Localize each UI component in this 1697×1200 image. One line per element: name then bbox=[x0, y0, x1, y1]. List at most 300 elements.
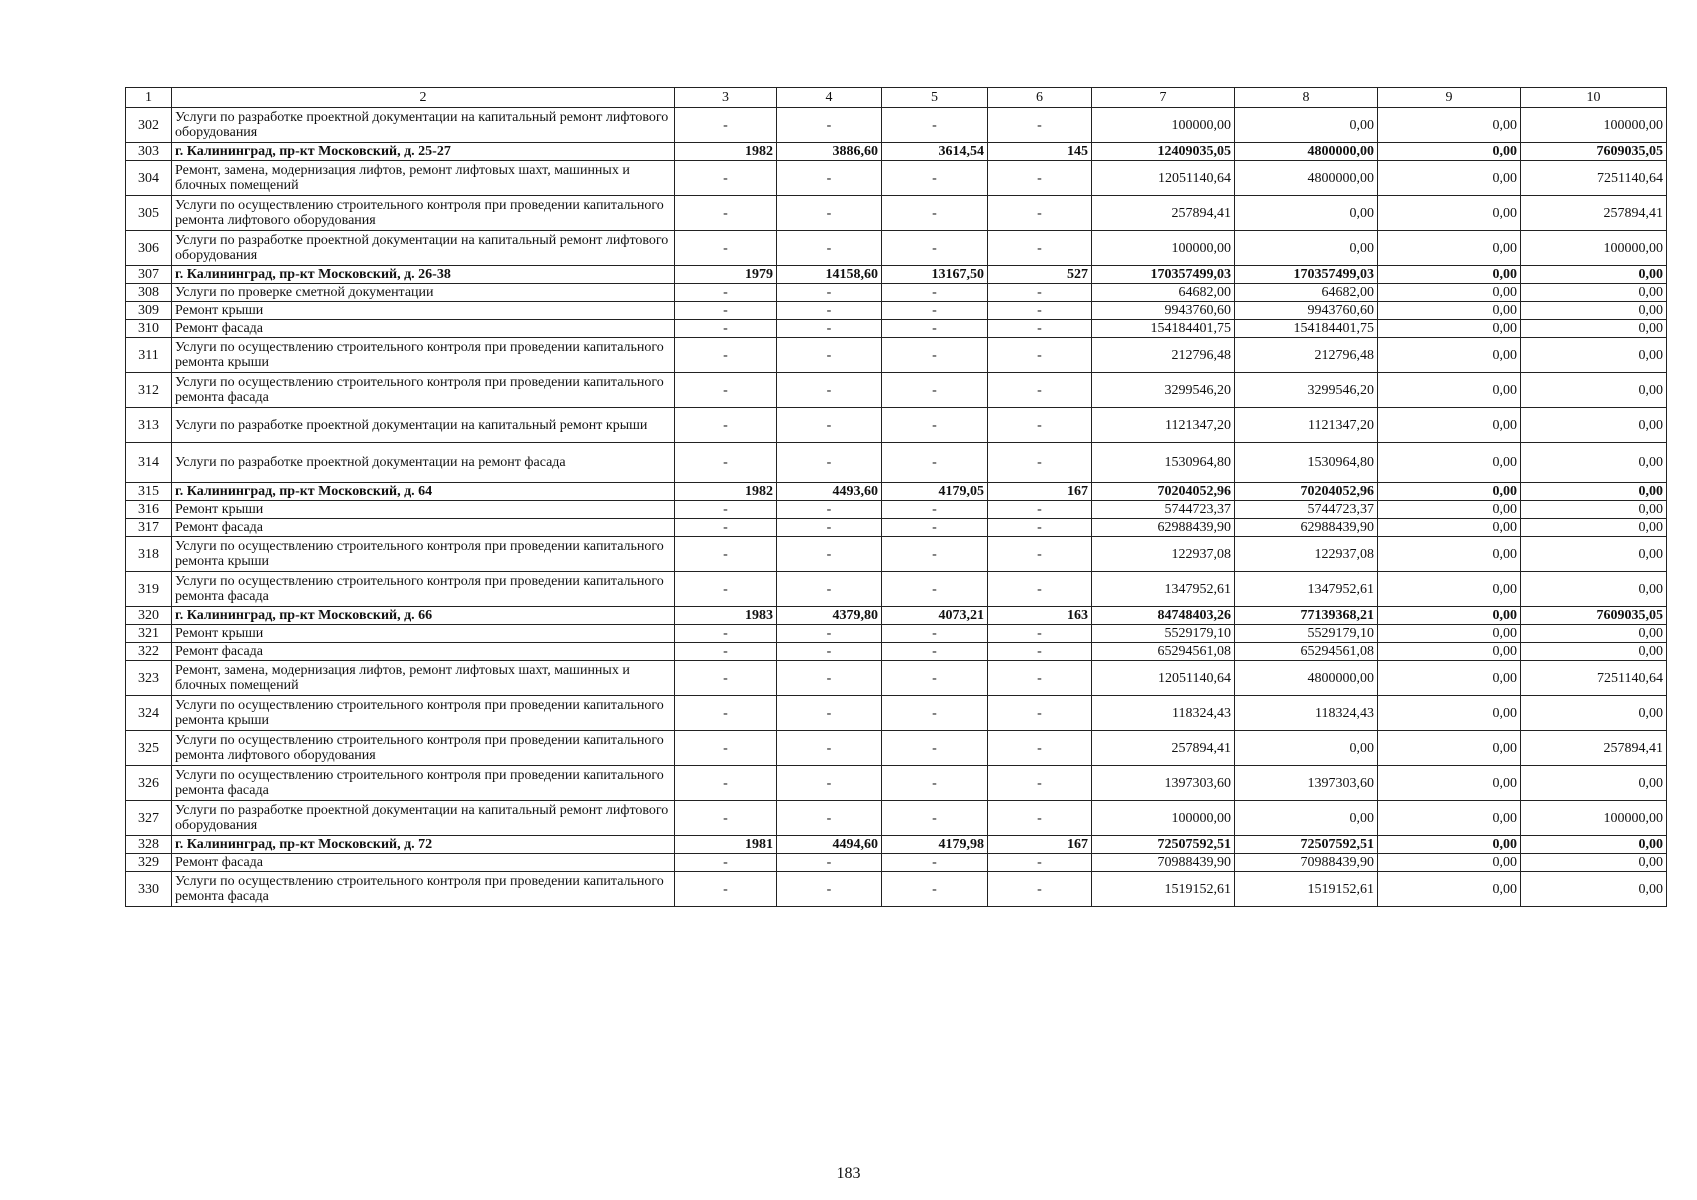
cell-col-7: 9943760,60 bbox=[1092, 302, 1235, 320]
cell-col-5: - bbox=[882, 302, 988, 320]
cell-col-7: 65294561,08 bbox=[1092, 643, 1235, 661]
table-row bbox=[126, 643, 1667, 661]
row-number: 309 bbox=[126, 302, 172, 320]
cell-col-9: 0,00 bbox=[1378, 302, 1521, 320]
table-row bbox=[126, 766, 1667, 801]
row-description: Услуги по разработке проектной документации на капитальный ремонт лифтового оборудования bbox=[172, 108, 675, 143]
row-number: 322 bbox=[126, 643, 172, 661]
cell-col-7: 1530964,80 bbox=[1092, 443, 1235, 483]
cell-col-5: 4179,05 bbox=[882, 483, 988, 501]
cell-col-3: - bbox=[675, 572, 777, 607]
cell-col-4: 4493,60 bbox=[777, 483, 882, 501]
row-number: 318 bbox=[126, 537, 172, 572]
cell-col-10: 0,00 bbox=[1521, 625, 1667, 643]
cell-col-7: 64682,00 bbox=[1092, 284, 1235, 302]
row-description: г. Калининград, пр-кт Московский, д. 72 bbox=[172, 836, 675, 854]
column-header: 7 bbox=[1092, 88, 1235, 108]
cell-col-6: - bbox=[988, 537, 1092, 572]
cell-col-3: - bbox=[675, 408, 777, 443]
cell-col-5: - bbox=[882, 196, 988, 231]
cell-col-9: 0,00 bbox=[1378, 854, 1521, 872]
cell-col-5: - bbox=[882, 731, 988, 766]
cell-col-6: - bbox=[988, 231, 1092, 266]
cell-col-6: - bbox=[988, 108, 1092, 143]
cell-col-4: 14158,60 bbox=[777, 266, 882, 284]
cell-col-5: - bbox=[882, 872, 988, 907]
cell-col-6: - bbox=[988, 302, 1092, 320]
cell-col-7: 1519152,61 bbox=[1092, 872, 1235, 907]
cell-col-5: - bbox=[882, 519, 988, 537]
row-description: Услуги по разработке проектной документации на капитальный ремонт лифтового оборудования bbox=[172, 231, 675, 266]
row-number: 321 bbox=[126, 625, 172, 643]
cell-col-9: 0,00 bbox=[1378, 519, 1521, 537]
cell-col-10: 0,00 bbox=[1521, 696, 1667, 731]
cell-col-10: 100000,00 bbox=[1521, 231, 1667, 266]
cell-col-10: 0,00 bbox=[1521, 519, 1667, 537]
cell-col-9: 0,00 bbox=[1378, 872, 1521, 907]
cell-col-8: 0,00 bbox=[1235, 108, 1378, 143]
row-description: Ремонт фасада bbox=[172, 854, 675, 872]
cell-col-6: - bbox=[988, 854, 1092, 872]
row-description: Услуги по осуществлению строительного контроля при проведении капитального ремонта фасада bbox=[172, 766, 675, 801]
table-row bbox=[126, 519, 1667, 537]
cell-col-10: 0,00 bbox=[1521, 338, 1667, 373]
cell-col-3: - bbox=[675, 519, 777, 537]
row-number: 320 bbox=[126, 607, 172, 625]
cell-col-4: - bbox=[777, 643, 882, 661]
cell-col-10: 0,00 bbox=[1521, 501, 1667, 519]
cell-col-8: 170357499,03 bbox=[1235, 266, 1378, 284]
cell-col-8: 64682,00 bbox=[1235, 284, 1378, 302]
address-row bbox=[126, 483, 1667, 501]
cell-col-6: - bbox=[988, 284, 1092, 302]
cell-col-9: 0,00 bbox=[1378, 661, 1521, 696]
cell-col-4: - bbox=[777, 338, 882, 373]
cell-col-4: 4494,60 bbox=[777, 836, 882, 854]
cell-col-5: - bbox=[882, 231, 988, 266]
cell-col-6: - bbox=[988, 731, 1092, 766]
cell-col-10: 0,00 bbox=[1521, 284, 1667, 302]
cell-col-6: - bbox=[988, 519, 1092, 537]
cell-col-8: 4800000,00 bbox=[1235, 661, 1378, 696]
cell-col-5: - bbox=[882, 572, 988, 607]
row-description: Услуги по осуществлению строительного контроля при проведении капитального ремонта крыши bbox=[172, 338, 675, 373]
cell-col-9: 0,00 bbox=[1378, 338, 1521, 373]
cell-col-5: - bbox=[882, 284, 988, 302]
cell-col-4: - bbox=[777, 625, 882, 643]
column-header: 1 bbox=[126, 88, 172, 108]
table-row bbox=[126, 408, 1667, 443]
cell-col-10: 100000,00 bbox=[1521, 108, 1667, 143]
cell-col-9: 0,00 bbox=[1378, 607, 1521, 625]
cell-col-7: 70988439,90 bbox=[1092, 854, 1235, 872]
cell-col-10: 0,00 bbox=[1521, 854, 1667, 872]
cell-col-6: - bbox=[988, 801, 1092, 836]
cell-col-8: 77139368,21 bbox=[1235, 607, 1378, 625]
cell-col-9: 0,00 bbox=[1378, 572, 1521, 607]
cell-col-7: 12051140,64 bbox=[1092, 161, 1235, 196]
cell-col-7: 100000,00 bbox=[1092, 801, 1235, 836]
row-number: 303 bbox=[126, 143, 172, 161]
cell-col-7: 212796,48 bbox=[1092, 338, 1235, 373]
cell-col-8: 1121347,20 bbox=[1235, 408, 1378, 443]
cell-col-8: 0,00 bbox=[1235, 231, 1378, 266]
table-row bbox=[126, 696, 1667, 731]
cell-col-6: 145 bbox=[988, 143, 1092, 161]
cell-col-8: 70988439,90 bbox=[1235, 854, 1378, 872]
row-number: 324 bbox=[126, 696, 172, 731]
cell-col-10: 0,00 bbox=[1521, 766, 1667, 801]
cell-col-9: 0,00 bbox=[1378, 266, 1521, 284]
cell-col-4: - bbox=[777, 320, 882, 338]
cell-col-4: - bbox=[777, 373, 882, 408]
cell-col-5: - bbox=[882, 766, 988, 801]
cell-col-6: - bbox=[988, 373, 1092, 408]
column-header: 6 bbox=[988, 88, 1092, 108]
row-number: 313 bbox=[126, 408, 172, 443]
cell-col-10: 7251140,64 bbox=[1521, 661, 1667, 696]
table-row bbox=[126, 338, 1667, 373]
cell-col-9: 0,00 bbox=[1378, 537, 1521, 572]
row-description: Услуги по осуществлению строительного контроля при проведении капитального ремонта крыши bbox=[172, 537, 675, 572]
cell-col-7: 72507592,51 bbox=[1092, 836, 1235, 854]
cell-col-4: - bbox=[777, 572, 882, 607]
cell-col-6: 167 bbox=[988, 836, 1092, 854]
cell-col-5: - bbox=[882, 501, 988, 519]
cell-col-9: 0,00 bbox=[1378, 443, 1521, 483]
table-row bbox=[126, 108, 1667, 143]
cell-col-3: - bbox=[675, 196, 777, 231]
cell-col-9: 0,00 bbox=[1378, 766, 1521, 801]
cell-col-6: - bbox=[988, 501, 1092, 519]
column-header: 5 bbox=[882, 88, 988, 108]
row-description: Услуги по осуществлению строительного контроля при проведении капитального ремонта лифтового оборудования bbox=[172, 731, 675, 766]
cell-col-8: 65294561,08 bbox=[1235, 643, 1378, 661]
cell-col-5: - bbox=[882, 161, 988, 196]
row-description: Услуги по осуществлению строительного контроля при проведении капитального ремонта лифтового оборудования bbox=[172, 196, 675, 231]
cell-col-10: 0,00 bbox=[1521, 572, 1667, 607]
cell-col-7: 154184401,75 bbox=[1092, 320, 1235, 338]
cell-col-4: - bbox=[777, 501, 882, 519]
table-row bbox=[126, 625, 1667, 643]
cell-col-4: - bbox=[777, 661, 882, 696]
row-description: г. Калининград, пр-кт Московский, д. 26-38 bbox=[172, 266, 675, 284]
column-header: 2 bbox=[172, 88, 675, 108]
row-description: Ремонт, замена, модернизация лифтов, ремонт лифтовых шахт, машинных и блочных помещений bbox=[172, 161, 675, 196]
cell-col-8: 1519152,61 bbox=[1235, 872, 1378, 907]
cell-col-5: - bbox=[882, 643, 988, 661]
address-row bbox=[126, 607, 1667, 625]
row-number: 323 bbox=[126, 661, 172, 696]
cell-col-9: 0,00 bbox=[1378, 408, 1521, 443]
cell-col-7: 5529179,10 bbox=[1092, 625, 1235, 643]
row-description: Ремонт крыши bbox=[172, 625, 675, 643]
cell-col-7: 62988439,90 bbox=[1092, 519, 1235, 537]
column-number-row bbox=[126, 88, 1667, 108]
cell-col-8: 1397303,60 bbox=[1235, 766, 1378, 801]
cell-col-4: - bbox=[777, 801, 882, 836]
cell-col-7: 122937,08 bbox=[1092, 537, 1235, 572]
row-number: 315 bbox=[126, 483, 172, 501]
cell-col-7: 170357499,03 bbox=[1092, 266, 1235, 284]
cell-col-6: - bbox=[988, 338, 1092, 373]
cell-col-7: 257894,41 bbox=[1092, 196, 1235, 231]
cell-col-7: 84748403,26 bbox=[1092, 607, 1235, 625]
row-description: г. Калининград, пр-кт Московский, д. 64 bbox=[172, 483, 675, 501]
table-row bbox=[126, 537, 1667, 572]
cell-col-3: - bbox=[675, 284, 777, 302]
cell-col-8: 5529179,10 bbox=[1235, 625, 1378, 643]
row-description: Ремонт фасада bbox=[172, 643, 675, 661]
cell-col-3: - bbox=[675, 766, 777, 801]
table-row bbox=[126, 284, 1667, 302]
cell-col-9: 0,00 bbox=[1378, 801, 1521, 836]
cell-col-6: - bbox=[988, 766, 1092, 801]
cell-col-8: 4800000,00 bbox=[1235, 143, 1378, 161]
cell-col-3: - bbox=[675, 872, 777, 907]
cell-col-4: - bbox=[777, 108, 882, 143]
table-row bbox=[126, 231, 1667, 266]
cell-col-3: 1981 bbox=[675, 836, 777, 854]
cell-col-5: - bbox=[882, 443, 988, 483]
cell-col-3: - bbox=[675, 731, 777, 766]
cell-col-3: - bbox=[675, 854, 777, 872]
cell-col-3: - bbox=[675, 320, 777, 338]
cell-col-10: 7609035,05 bbox=[1521, 607, 1667, 625]
row-description: Услуги по осуществлению строительного контроля при проведении капитального ремонта крыши bbox=[172, 696, 675, 731]
cell-col-7: 3299546,20 bbox=[1092, 373, 1235, 408]
cell-col-3: - bbox=[675, 231, 777, 266]
cell-col-6: - bbox=[988, 696, 1092, 731]
cell-col-4: 3886,60 bbox=[777, 143, 882, 161]
cell-col-9: 0,00 bbox=[1378, 373, 1521, 408]
table-row bbox=[126, 572, 1667, 607]
row-description: Услуги по осуществлению строительного контроля при проведении капитального ремонта фасада bbox=[172, 572, 675, 607]
cell-col-10: 0,00 bbox=[1521, 483, 1667, 501]
row-description: Услуги по осуществлению строительного контроля при проведении капитального ремонта фасада bbox=[172, 872, 675, 907]
row-description: г. Калининград, пр-кт Московский, д. 25-27 bbox=[172, 143, 675, 161]
cell-col-6: - bbox=[988, 872, 1092, 907]
cell-col-4: - bbox=[777, 731, 882, 766]
cell-col-5: - bbox=[882, 338, 988, 373]
address-row bbox=[126, 836, 1667, 854]
cell-col-8: 1530964,80 bbox=[1235, 443, 1378, 483]
cell-col-7: 12409035,05 bbox=[1092, 143, 1235, 161]
row-number: 306 bbox=[126, 231, 172, 266]
column-header: 3 bbox=[675, 88, 777, 108]
cell-col-5: - bbox=[882, 408, 988, 443]
row-description: Услуги по осуществлению строительного контроля при проведении капитального ремонта фасада bbox=[172, 373, 675, 408]
cell-col-9: 0,00 bbox=[1378, 836, 1521, 854]
cell-col-3: 1979 bbox=[675, 266, 777, 284]
cell-col-9: 0,00 bbox=[1378, 731, 1521, 766]
cell-col-3: - bbox=[675, 338, 777, 373]
cell-col-8: 70204052,96 bbox=[1235, 483, 1378, 501]
cell-col-7: 5744723,37 bbox=[1092, 501, 1235, 519]
table-row bbox=[126, 443, 1667, 483]
row-number: 329 bbox=[126, 854, 172, 872]
column-header: 10 bbox=[1521, 88, 1667, 108]
table-row bbox=[126, 854, 1667, 872]
cell-col-3: - bbox=[675, 161, 777, 196]
cell-col-10: 7251140,64 bbox=[1521, 161, 1667, 196]
cell-col-3: - bbox=[675, 801, 777, 836]
cell-col-5: 13167,50 bbox=[882, 266, 988, 284]
cell-col-4: - bbox=[777, 537, 882, 572]
cell-col-10: 7609035,05 bbox=[1521, 143, 1667, 161]
cell-col-3: - bbox=[675, 443, 777, 483]
table-row bbox=[126, 731, 1667, 766]
row-number: 312 bbox=[126, 373, 172, 408]
cell-col-4: - bbox=[777, 161, 882, 196]
repair-cost-table bbox=[125, 87, 1667, 907]
address-row bbox=[126, 143, 1667, 161]
table-row bbox=[126, 196, 1667, 231]
cell-col-9: 0,00 bbox=[1378, 625, 1521, 643]
cell-col-9: 0,00 bbox=[1378, 284, 1521, 302]
cell-col-4: - bbox=[777, 408, 882, 443]
row-number: 308 bbox=[126, 284, 172, 302]
cell-col-4: - bbox=[777, 196, 882, 231]
cell-col-5: - bbox=[882, 373, 988, 408]
page-number: 183 bbox=[836, 1165, 861, 1182]
cell-col-4: - bbox=[777, 696, 882, 731]
cell-col-5: - bbox=[882, 625, 988, 643]
cell-col-10: 0,00 bbox=[1521, 302, 1667, 320]
cell-col-10: 0,00 bbox=[1521, 872, 1667, 907]
cell-col-4: - bbox=[777, 443, 882, 483]
cell-col-6: - bbox=[988, 625, 1092, 643]
cell-col-6: - bbox=[988, 443, 1092, 483]
row-number: 316 bbox=[126, 501, 172, 519]
cell-col-9: 0,00 bbox=[1378, 108, 1521, 143]
cell-col-6: - bbox=[988, 320, 1092, 338]
row-number: 325 bbox=[126, 731, 172, 766]
cell-col-8: 62988439,90 bbox=[1235, 519, 1378, 537]
cell-col-10: 0,00 bbox=[1521, 373, 1667, 408]
cell-col-6: 167 bbox=[988, 483, 1092, 501]
cell-col-4: - bbox=[777, 231, 882, 266]
cell-col-10: 0,00 bbox=[1521, 266, 1667, 284]
cell-col-3: - bbox=[675, 108, 777, 143]
row-number: 314 bbox=[126, 443, 172, 483]
cell-col-6: - bbox=[988, 196, 1092, 231]
cell-col-3: 1983 bbox=[675, 607, 777, 625]
address-row bbox=[126, 266, 1667, 284]
cell-col-8: 122937,08 bbox=[1235, 537, 1378, 572]
cell-col-6: - bbox=[988, 161, 1092, 196]
cell-col-4: - bbox=[777, 854, 882, 872]
table-row bbox=[126, 373, 1667, 408]
cell-col-8: 1347952,61 bbox=[1235, 572, 1378, 607]
cell-col-8: 118324,43 bbox=[1235, 696, 1378, 731]
row-number: 328 bbox=[126, 836, 172, 854]
cell-col-3: 1982 bbox=[675, 483, 777, 501]
cell-col-7: 257894,41 bbox=[1092, 731, 1235, 766]
cell-col-10: 0,00 bbox=[1521, 537, 1667, 572]
cell-col-8: 3299546,20 bbox=[1235, 373, 1378, 408]
row-number: 311 bbox=[126, 338, 172, 373]
row-description: г. Калининград, пр-кт Московский, д. 66 bbox=[172, 607, 675, 625]
cell-col-3: - bbox=[675, 643, 777, 661]
cell-col-5: - bbox=[882, 537, 988, 572]
cell-col-7: 1121347,20 bbox=[1092, 408, 1235, 443]
row-number: 327 bbox=[126, 801, 172, 836]
table-row bbox=[126, 872, 1667, 907]
cell-col-5: - bbox=[882, 854, 988, 872]
row-number: 317 bbox=[126, 519, 172, 537]
row-number: 307 bbox=[126, 266, 172, 284]
cell-col-5: - bbox=[882, 108, 988, 143]
cell-col-6: 527 bbox=[988, 266, 1092, 284]
cell-col-3: 1982 bbox=[675, 143, 777, 161]
cell-col-9: 0,00 bbox=[1378, 196, 1521, 231]
row-description: Услуги по разработке проектной документации на капитальный ремонт лифтового оборудования bbox=[172, 801, 675, 836]
cell-col-3: - bbox=[675, 696, 777, 731]
cell-col-6: - bbox=[988, 408, 1092, 443]
cell-col-10: 0,00 bbox=[1521, 320, 1667, 338]
cell-col-7: 100000,00 bbox=[1092, 231, 1235, 266]
row-number: 302 bbox=[126, 108, 172, 143]
cell-col-9: 0,00 bbox=[1378, 483, 1521, 501]
row-description: Услуги по проверке сметной документации bbox=[172, 284, 675, 302]
row-number: 310 bbox=[126, 320, 172, 338]
cell-col-8: 0,00 bbox=[1235, 196, 1378, 231]
cell-col-9: 0,00 bbox=[1378, 231, 1521, 266]
cell-col-5: - bbox=[882, 320, 988, 338]
cell-col-4: - bbox=[777, 284, 882, 302]
cell-col-10: 0,00 bbox=[1521, 836, 1667, 854]
cell-col-4: 4379,80 bbox=[777, 607, 882, 625]
cell-col-5: - bbox=[882, 661, 988, 696]
table-row bbox=[126, 320, 1667, 338]
cell-col-7: 118324,43 bbox=[1092, 696, 1235, 731]
cell-col-10: 100000,00 bbox=[1521, 801, 1667, 836]
column-header: 4 bbox=[777, 88, 882, 108]
cell-col-8: 72507592,51 bbox=[1235, 836, 1378, 854]
row-number: 326 bbox=[126, 766, 172, 801]
cell-col-3: - bbox=[675, 302, 777, 320]
row-description: Услуги по разработке проектной документации на ремонт фасада bbox=[172, 443, 675, 483]
table-row bbox=[126, 661, 1667, 696]
cell-col-7: 1397303,60 bbox=[1092, 766, 1235, 801]
cell-col-6: - bbox=[988, 643, 1092, 661]
cell-col-6: - bbox=[988, 572, 1092, 607]
cell-col-7: 12051140,64 bbox=[1092, 661, 1235, 696]
cell-col-10: 0,00 bbox=[1521, 643, 1667, 661]
cell-col-9: 0,00 bbox=[1378, 161, 1521, 196]
cell-col-8: 4800000,00 bbox=[1235, 161, 1378, 196]
cell-col-7: 70204052,96 bbox=[1092, 483, 1235, 501]
row-description: Ремонт фасада bbox=[172, 519, 675, 537]
cell-col-9: 0,00 bbox=[1378, 696, 1521, 731]
cell-col-8: 212796,48 bbox=[1235, 338, 1378, 373]
cell-col-3: - bbox=[675, 537, 777, 572]
cell-col-5: - bbox=[882, 801, 988, 836]
cell-col-10: 0,00 bbox=[1521, 408, 1667, 443]
row-description: Услуги по разработке проектной документации на капитальный ремонт крыши bbox=[172, 408, 675, 443]
cell-col-5: 4179,98 bbox=[882, 836, 988, 854]
cell-col-9: 0,00 bbox=[1378, 643, 1521, 661]
row-number: 304 bbox=[126, 161, 172, 196]
cell-col-9: 0,00 bbox=[1378, 320, 1521, 338]
cell-col-10: 0,00 bbox=[1521, 443, 1667, 483]
cell-col-7: 1347952,61 bbox=[1092, 572, 1235, 607]
table-row bbox=[126, 501, 1667, 519]
cell-col-5: - bbox=[882, 696, 988, 731]
column-header: 8 bbox=[1235, 88, 1378, 108]
column-header: 9 bbox=[1378, 88, 1521, 108]
